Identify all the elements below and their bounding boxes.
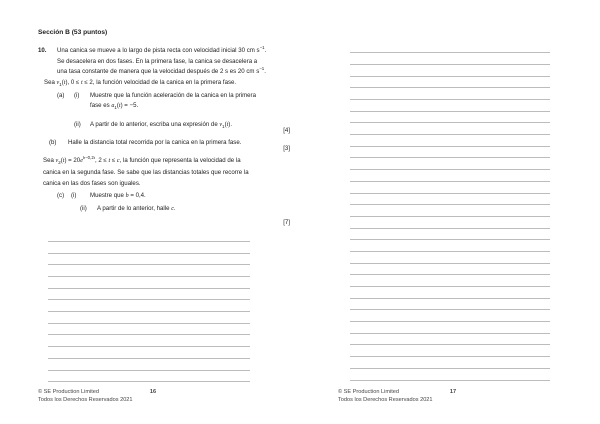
intro-line: una tasa constante de manera que la velocidad después de 2 s es 20 cm $s^{-1}$. [57,65,266,75]
part-b-label: (b) [49,139,57,146]
answer-line [350,287,550,299]
answer-line [48,335,250,347]
answer-line [350,53,550,65]
question-number: 10. [38,47,47,54]
part-a-i-label: (i) [74,91,80,99]
second-phase-line: canica en las dos fases son iguales. [43,180,141,187]
answer-line [350,170,550,182]
answer-line [350,65,550,77]
answer-line [350,158,550,170]
answer-line [350,229,550,241]
answer-line [350,322,550,334]
answer-line [350,345,550,357]
part-a-ii-label: (ii) [74,121,81,128]
part-b-text: Halle la distancia total recorrida por la canica en la primera fase. [68,139,242,146]
answer-line [350,77,550,89]
answer-line [350,264,550,276]
part-c-i-label: (i) [71,192,77,199]
answer-line [48,289,250,301]
answer-line [48,347,250,359]
footer-copyright: © SE Production Limited [38,389,100,395]
part-c-i-text: Muestre que b = 0,4. [90,192,146,199]
answer-line [48,324,250,336]
part-a-i-text [90,91,256,112]
answer-line [350,299,550,311]
answer-line [350,334,550,346]
answer-line [350,275,550,287]
answer-line [350,135,550,147]
answer-line [48,277,250,289]
intro-line: Sea $v_1(t)$, 0 ≤ t ≤ 2, la función velocidad de la canica en la primera fase. [44,78,237,87]
answer-line [350,369,550,381]
footer-right [338,388,433,404]
intro-line: Una canica se mueve a lo largo de pista recta con velocidad inicial 30 cm $s^{-1}$. [57,44,267,54]
answer-line [350,252,550,264]
answer-line [350,182,550,194]
answer-line [350,205,550,217]
footer-left [38,388,133,404]
answer-line [48,359,250,371]
footer-rights: Todos los Derechos Reservados 2021 [338,397,433,403]
answer-line [350,147,550,159]
part-a-i-line: Muestre que la función aceleración de la canica en la primera [90,91,256,99]
answer-line [48,312,250,324]
part-a-ii-text: A partir de lo anterior, escriba una expresión de $v_1(t)$. [90,121,233,130]
answer-line [350,100,550,112]
answer-line [350,88,550,100]
answer-line [48,371,250,383]
part-c-label: (c) [57,192,65,199]
answer-line [350,123,550,135]
answer-line [350,42,550,54]
part-a-label: (a) [57,91,65,99]
answer-line [350,217,550,229]
answer-line [48,230,250,242]
part-c-ii-label: (ii) [80,204,87,212]
footer-rights: Todos los Derechos Reservados 2021 [38,397,133,403]
intro-line: Se desacelera en dos fases. En la primera fase, la canica se desacelera a [57,57,258,65]
page-number-right: 17 [449,389,457,395]
question-intro [44,44,267,88]
second-phase-line: canica en la segunda fase. Se sabe que las distancias totales que recorre la [43,169,249,176]
answer-line [48,300,250,312]
answer-line [350,310,550,322]
part-a-i-line: fase es $a_1(t) = -5$. [90,102,139,111]
second-phase-line: Sea $v_2(t) = 20e^{b-0,2t}$, 2 ≤ t ≤ c, la función que representa la velocidad de la [43,154,241,166]
answer-line [48,242,250,254]
answer-line [350,240,550,252]
answer-line [350,357,550,369]
page-right [300,0,600,424]
answer-line [48,254,250,266]
answer-area-left [48,230,250,382]
page-number-left: 16 [149,389,157,395]
answer-line [48,265,250,277]
section-heading: Sección B (53 puntos) [38,29,108,36]
footer-copyright: © SE Production Limited [338,389,400,395]
marks-part-b: [3] [283,144,290,152]
second-phase-paragraph [43,155,249,189]
answer-line [350,194,550,206]
answer-line [350,112,550,124]
answer-area-right [350,42,550,381]
part-c-ii-text: A partir de lo anterior, halle c. [97,204,176,212]
marks-part-c: [7] [283,219,290,226]
marks-part-a: [4] [283,127,290,134]
